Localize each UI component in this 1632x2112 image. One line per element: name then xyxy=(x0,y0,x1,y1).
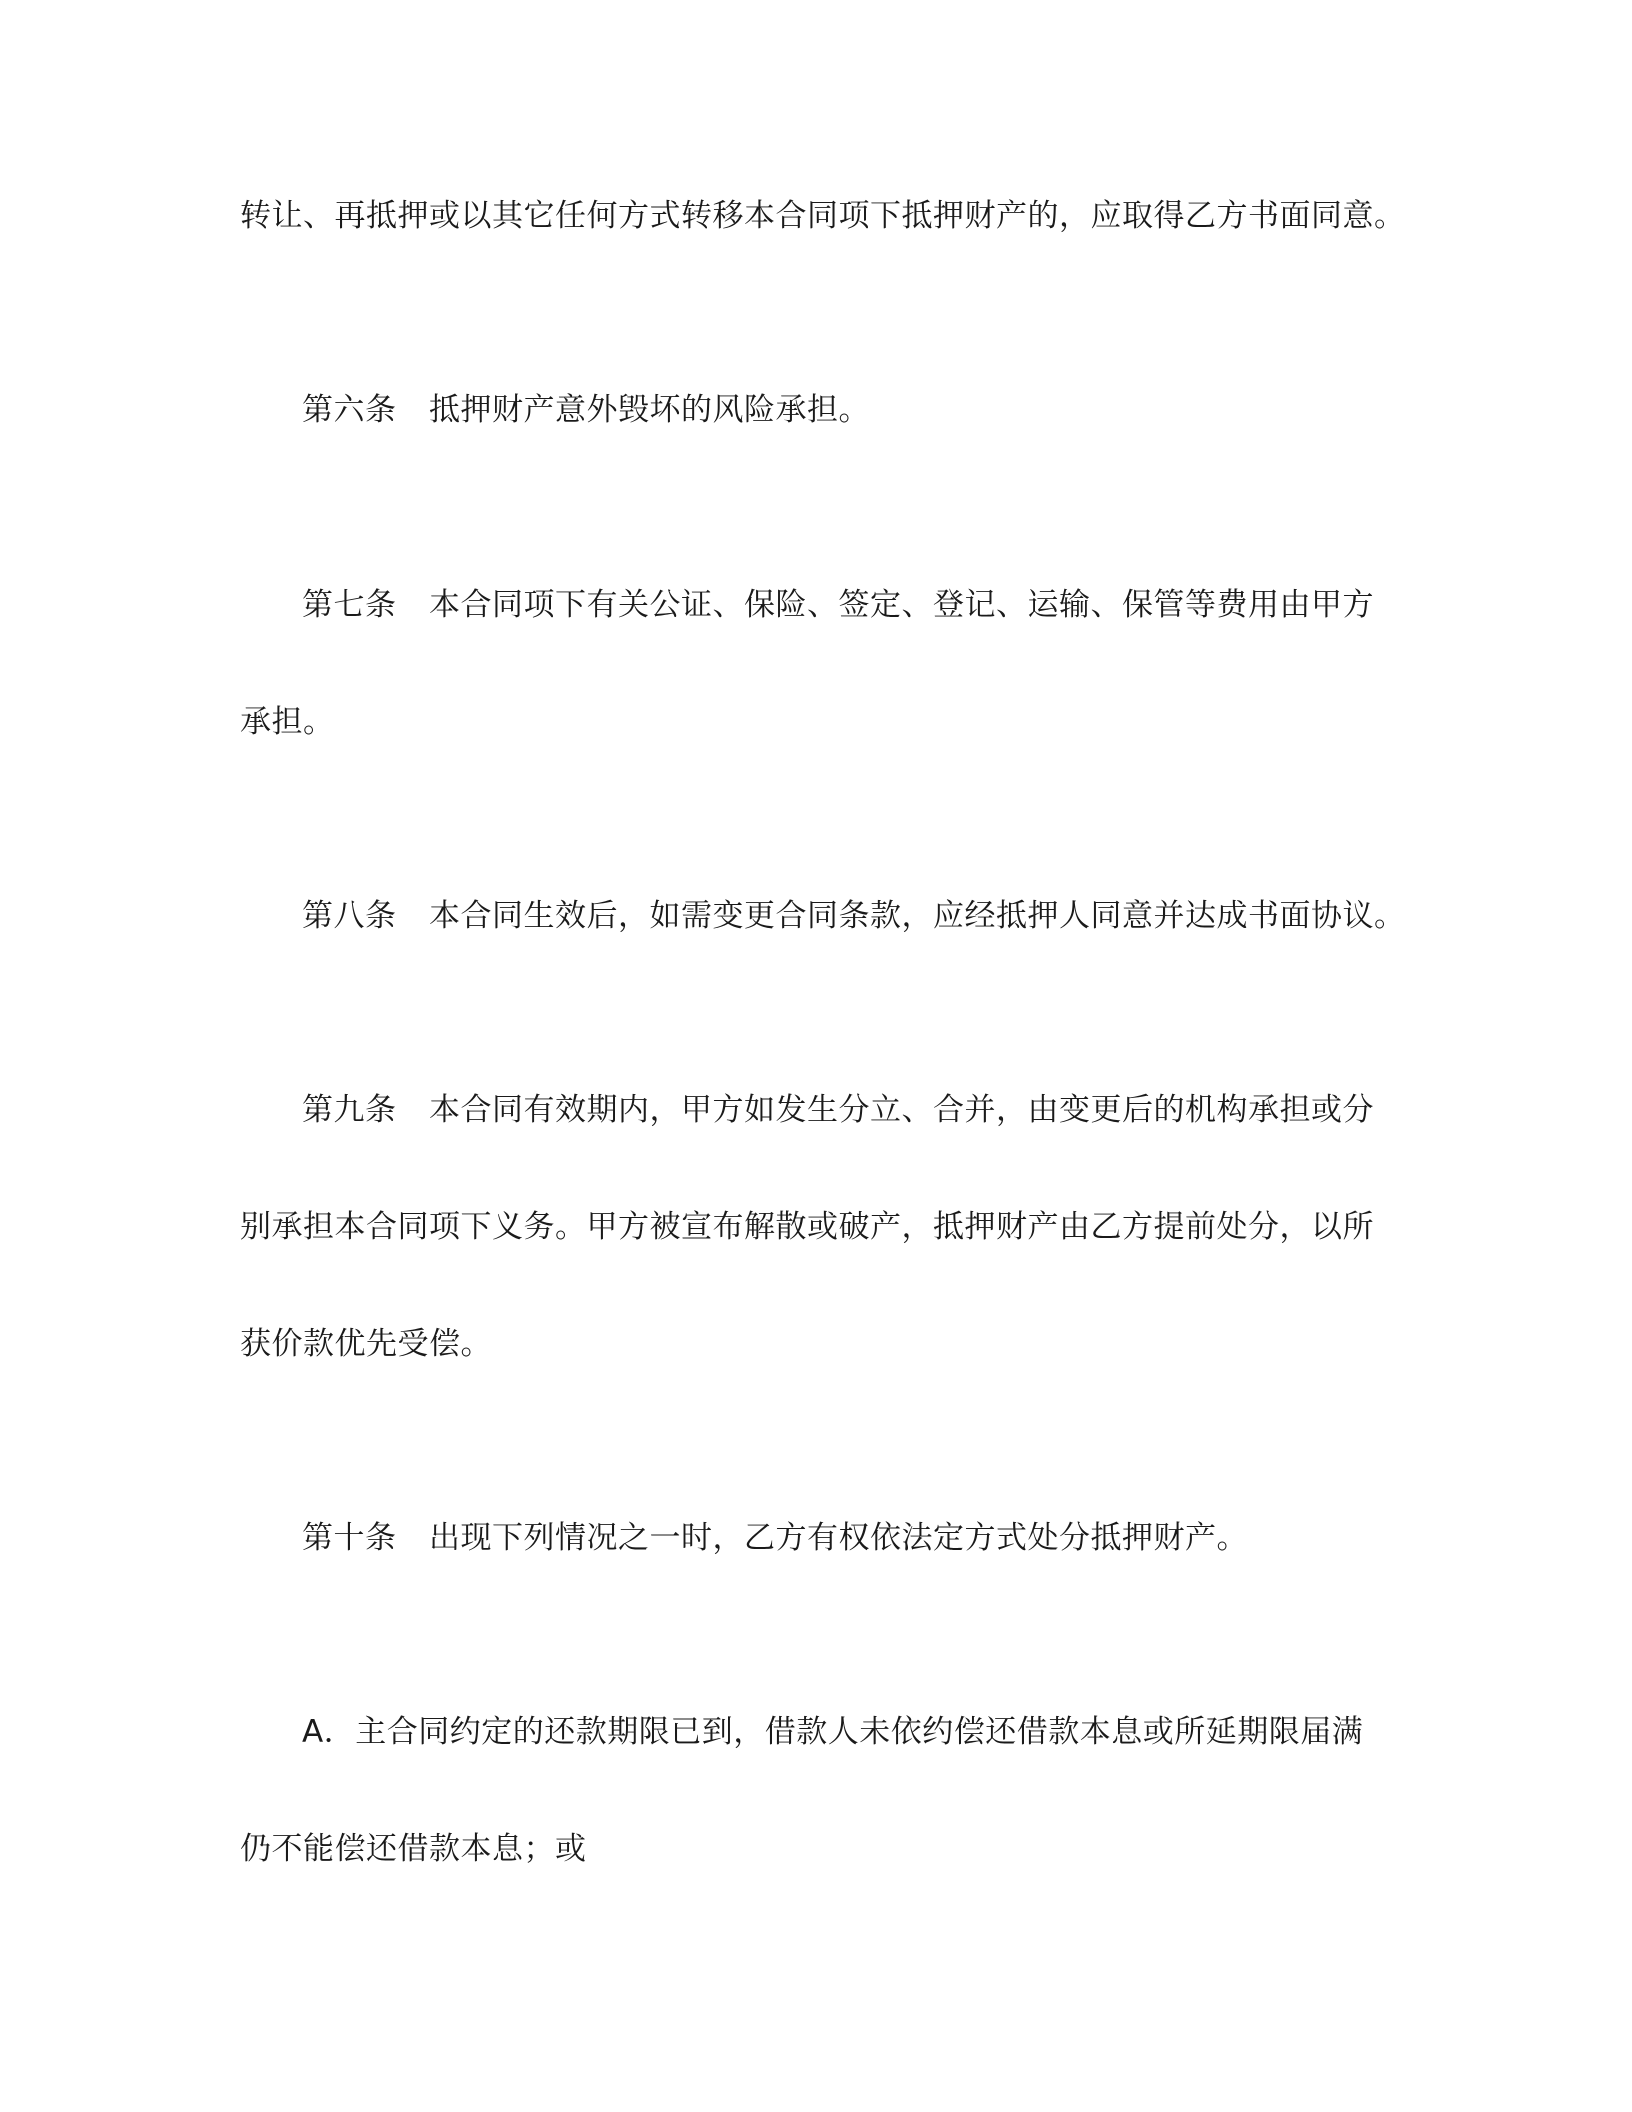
article-text: 本合同项下有关公证、保险、签定、登记、运输、保管等费用由甲方 xyxy=(429,587,1374,623)
article-text: 本合同生效后，如需变更合同条款，应经抵押人同意并达成书面协议。 xyxy=(429,898,1406,934)
article-text: 出现下列情况之一时，乙方有权依法定方式处分抵押财产。 xyxy=(429,1520,1248,1556)
article-6 xyxy=(302,390,870,430)
item-a xyxy=(302,1712,1363,1752)
item-a-continuation xyxy=(240,1829,587,1869)
article-9 xyxy=(302,1090,1374,1130)
article-number: 第六条 xyxy=(302,392,397,428)
article-7 xyxy=(302,585,1374,625)
article-text: 获价款优先受偿。 xyxy=(240,1326,492,1362)
article-10 xyxy=(302,1518,1248,1558)
paragraph-text: 转让、再抵押或以其它任何方式转移本合同项下抵押财产的，应取得乙方书面同意。 xyxy=(240,198,1406,234)
article-number: 第八条 xyxy=(302,898,397,934)
item-text: 仍不能偿还借款本息；或 xyxy=(240,1831,587,1867)
article-text: 别承担本合同项下义务。甲方被宣布解散或破产，抵押财产由乙方提前处分，以所 xyxy=(240,1209,1374,1245)
article-7-continuation xyxy=(240,702,335,742)
article-text: 承担。 xyxy=(240,704,335,740)
article-9-continuation xyxy=(240,1207,1374,1247)
article-number: 第九条 xyxy=(302,1092,397,1128)
item-text: A．主合同约定的还款期限已到，借款人未依约偿还借款本息或所延期限届满 xyxy=(302,1714,1364,1750)
article-8 xyxy=(302,896,1406,936)
article-9-continuation xyxy=(240,1324,492,1364)
article-text: 抵押财产意外毁坏的风险承担。 xyxy=(429,392,870,428)
article-number: 第十条 xyxy=(302,1520,397,1556)
article-number: 第七条 xyxy=(302,587,397,623)
paragraph-continuation-line xyxy=(240,196,1406,236)
article-text: 本合同有效期内，甲方如发生分立、合并，由变更后的机构承担或分 xyxy=(429,1092,1374,1128)
